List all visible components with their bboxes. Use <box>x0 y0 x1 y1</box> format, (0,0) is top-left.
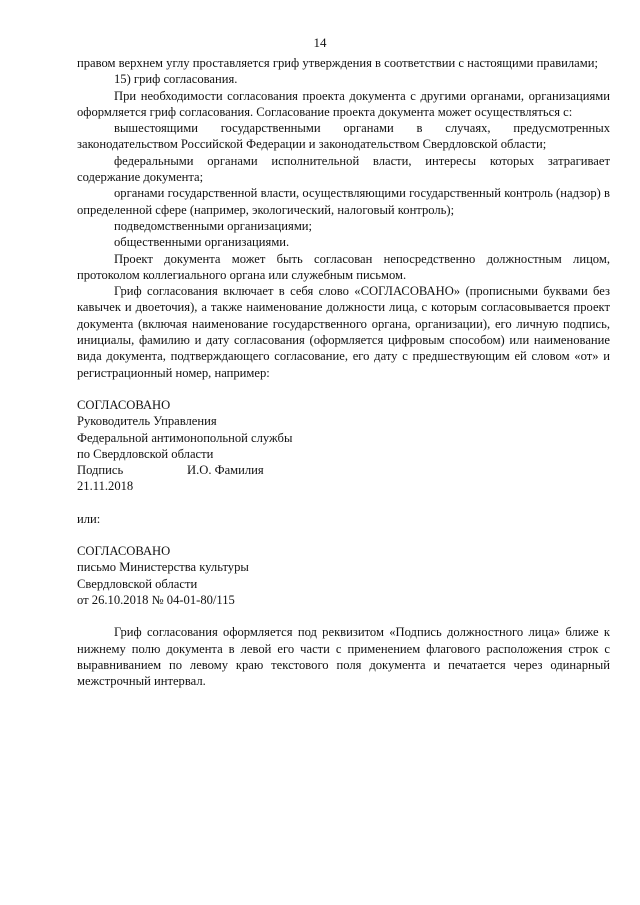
paragraph: При необходимости согласования проекта документа с другими органами, организациями оформляется гриф согласования. Согласование проекта документа может осуществляться с: <box>77 88 610 119</box>
approver-organization-line: Федеральной антимонопольной службы <box>77 430 293 445</box>
paragraph: федеральными органами исполнительной власти, интересы которых затрагивает содержание документа; <box>77 153 610 185</box>
paragraph: общественными организациями. <box>114 235 290 250</box>
paragraph: органами государственной власти, осуществляющими государственный контроль (надзор) в определенной сфере (например, экологический, налоговый контроль); <box>77 186 610 217</box>
approval-date: 21.11.2018 <box>77 479 134 494</box>
paragraph: Проект документа может быть согласован непосредственно должностным лицом, протоколом коллегиального органа или служебным письмом. <box>77 251 610 282</box>
approval-heading: СОГЛАСОВАНО <box>77 397 171 412</box>
signature-label: Подпись <box>77 463 124 478</box>
paragraph: вышестоящими государственными органами в случаях, предусмотренных законодательством Российской Федерации и законодательством Свердловской области; <box>77 121 610 152</box>
paragraph: 15) гриф согласования. <box>114 72 238 87</box>
approval-stamp-example-2 <box>77 543 610 608</box>
closing-paragraph: Гриф согласования оформляется под реквизитом «Подпись должностного лица» ближе к нижнему полю документа в левой его части с применением флагового расположения строк с выравниванием по левому краю текстового поля документа и печатается через одинарный межстрочный интервал. <box>77 625 610 689</box>
letter-line: письмо Министерства культуры <box>77 560 249 575</box>
paragraph: подведомственными организациями; <box>114 218 313 233</box>
paragraph: правом верхнем углу проставляется гриф утверждения в соответствии с настоящими правилами; <box>77 56 598 70</box>
approver-position-line: Руководитель Управления <box>77 414 217 429</box>
signature-row <box>77 462 610 478</box>
approver-region-line: по Свердловской области <box>77 446 214 461</box>
approval-heading: СОГЛАСОВАНО <box>77 544 171 559</box>
paragraph: Гриф согласования включает в себя слово «СОГЛАСОВАНО» (прописными буквами без кавычек и двоеточия), а также наименование должности лица, с которым согласовывается проект документа (включая наименование государственного органа, организации), его личную подпись, инициалы, фамилию и дату согласования (оформляется цифровым способом) или наименование вида документа, подтверждающего согласование, его дату с предшествующим ей словом «от» и регистрационный номер, например: <box>77 284 610 380</box>
page-number: 14 <box>313 35 327 50</box>
document-body <box>77 55 610 689</box>
approval-stamp-example-1 <box>77 397 610 495</box>
letter-date-number-line: от 26.10.2018 № 04-01-80/115 <box>77 592 235 607</box>
or-text: или: <box>77 511 101 526</box>
paragraph-group <box>77 55 610 381</box>
letter-region-line: Свердловской области <box>77 576 198 591</box>
signer-name: И.О. Фамилия <box>187 463 264 478</box>
